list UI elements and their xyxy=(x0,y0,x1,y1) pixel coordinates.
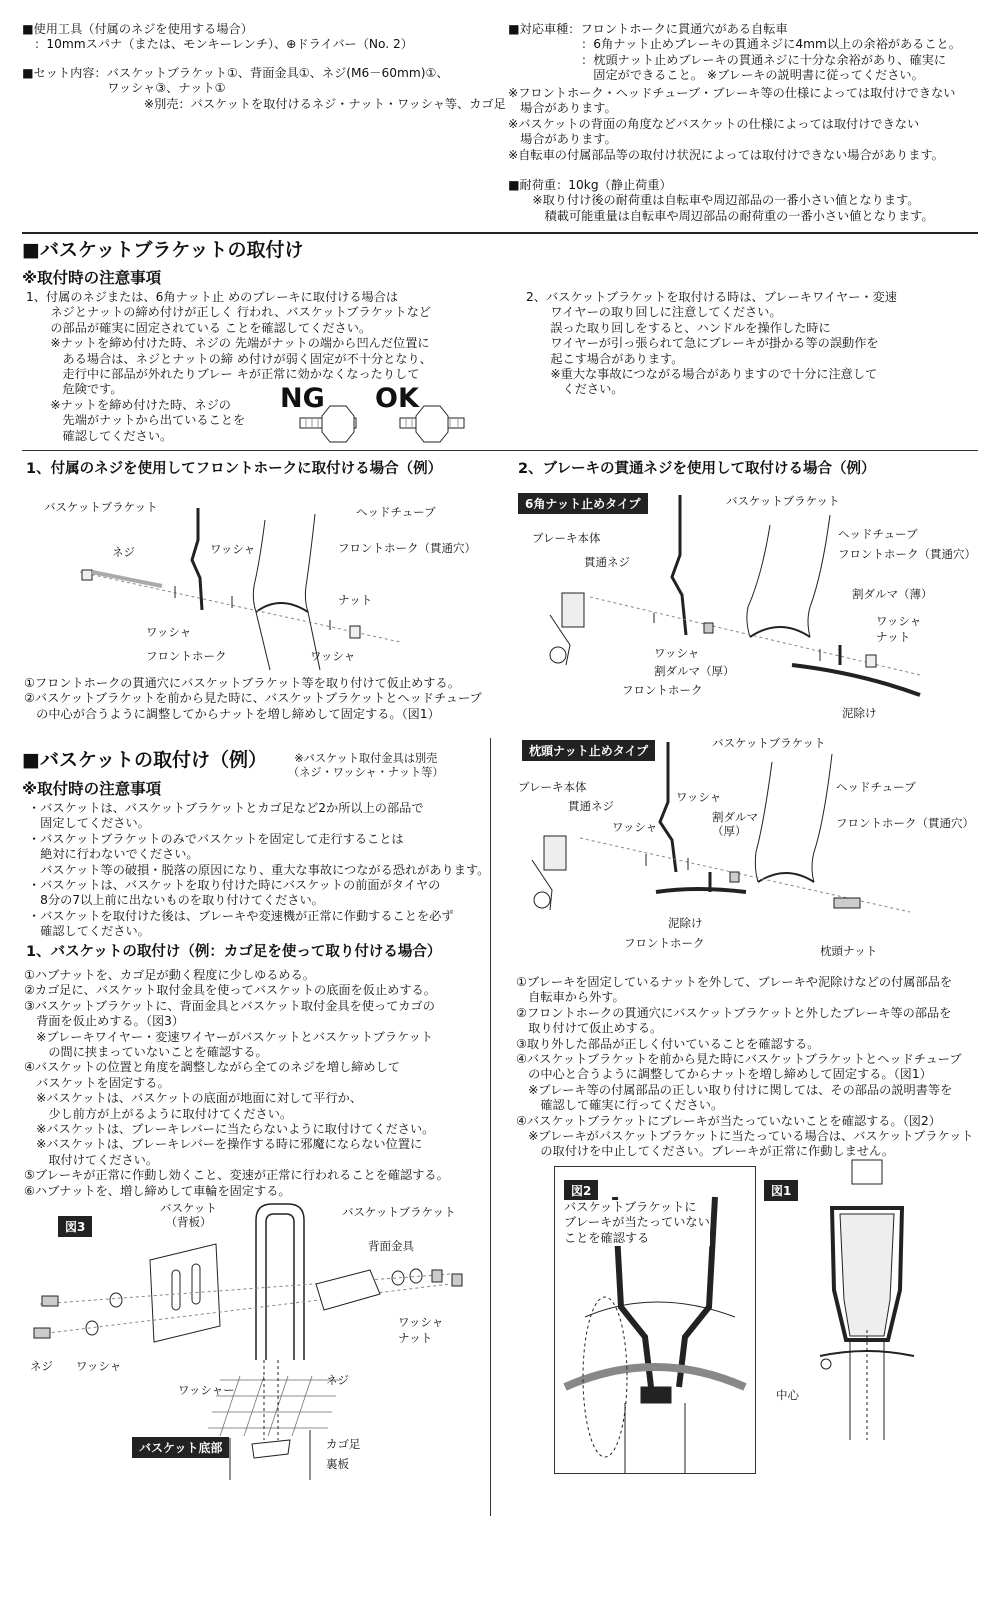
hex-label-fork: フロントホーク xyxy=(622,683,703,697)
method1-diagram xyxy=(70,500,470,670)
pillow-label-fork: フロントホーク xyxy=(624,936,705,950)
pillow-label-brake-body: ブレーキ本体 xyxy=(518,780,587,794)
hex-label-washer-r: ワッシャ xyxy=(876,614,922,628)
label-head-tube: ヘッドチューブ xyxy=(356,505,436,519)
fig3-label-screw2: ネジ xyxy=(326,1373,349,1387)
section-divider xyxy=(22,450,978,451)
label-washer-c: ワッシャ xyxy=(310,649,356,663)
method1-steps: ①フロントホークの貫通穴にバスケットブラケット等を取り付けて仮止めする。 ②バスケットブラケットを前から見た時に、バスケットブラケットとヘッドチューブ の中心が合うように調整してからナットを増し締めして固定する。（図1） xyxy=(24,676,482,721)
figure-1-center-label: 中心 xyxy=(776,1388,799,1402)
basket-caution-title: ※取付時の注意事項 xyxy=(22,780,162,798)
basket-cautions: ・バスケットは、バスケットブラケットとカゴ足など2か所以上の部品で 固定してください。 ・バスケットブラケットのみでバスケットを固定して走行することは 絶対に行わないでください。 バスケット等の破損・脱落の原因になり、重大な事故につながる恐れがあります。 ・バスケットは、バスケットを取り付けた時にバスケットの前面がタイヤの 8分の7以上前に出ないものを取り付けてください。 ・バスケットを取付けた後は、ブレーキや変速機が正常に作動することを必ず 確認してください。 xyxy=(28,801,490,939)
hex-label-washer-l: ワッシャ xyxy=(654,646,700,660)
label-fork-hole: フロントホーク（貫通穴） xyxy=(338,541,476,555)
pillow-label-bracket: バスケットブラケット xyxy=(712,736,826,750)
section-divider xyxy=(22,232,978,234)
pillow-label-head-tube: ヘッドチューブ xyxy=(836,780,916,794)
pillow-label-fork-hole: フロントホーク（貫通穴） xyxy=(836,816,974,830)
fig3-label-basket-back: バスケット （背板） xyxy=(160,1201,217,1229)
fig3-label-screw: ネジ xyxy=(30,1359,53,1373)
column-divider xyxy=(490,738,491,1516)
compatible-vehicles: ■対応車種：フロントホークに貫通穴がある自転車 ：6角ナット止めブレーキの貫通ネジに4mm以上の余裕があること。 ：枕頭ナット止めブレーキの貫通ネジに十分な余裕があり、確実に 固定ができること。 ※ブレーキの説明書に従ってください。 xyxy=(508,22,961,83)
tools-info: ■使用工具（付属のネジを使用する場合） ：10mmスパナ（または、モンキーレンチ）、⊕ドライバー（No. 2） xyxy=(22,22,413,52)
type-pillow-nut-tag: 枕頭ナット止めタイプ xyxy=(522,740,655,761)
fig3-label-back-plate: 背面金具 xyxy=(368,1239,414,1253)
pillow-label-fender: 泥除け xyxy=(668,916,703,930)
label-fork: フロントホーク xyxy=(146,649,227,663)
ok-label: OK xyxy=(375,383,419,414)
fig3-label-basket-bottom: バスケット底部 xyxy=(132,1437,229,1458)
basket-steps: ①ハブナットを、カゴ足が動く程度に少しゆるめる。 ②カゴ足に、バスケット取付金具を使ってバスケットの底面を仮止めする。 ③バスケットブラケットに、背面金具とバスケット取付金具を使ってカゴの 背面を仮止めする。（図3） ※ブレーキワイヤー・変速ワイヤーがバスケットとバスケットブラケット の間に挟まっていないことを確認する。 ④バスケットの位置と角度を調整しながら全てのネジを増し締めして バスケットを固定する。 ※バスケットは、バスケットの底面が地面に対して平行か、 少し前方が上がるように取付けてください。 ※バスケットは、ブレーキレバーに当たらないように取付けてください。 ※バスケットは、ブレーキレバーを操作する時に邪魔にならない位置に 取付けてください。 ⑤ブレーキが正常に作動し効くこと、変速が正常に行われることを確認する。 ⑥ハブナットを、増し締めして車輪を固定する。 xyxy=(24,968,449,1198)
method2-title: 2、ブレーキの貫通ネジを使用して取付ける場合（例） xyxy=(518,461,876,477)
label-washer-a: ワッシャ xyxy=(210,542,256,556)
bracket-caution-title: ※取付時の注意事項 xyxy=(22,269,162,287)
bracket-caution-2: 2、バスケットブラケットを取付ける時は、ブレーキワイヤー・変速 ワイヤーの取り回しに注意してください。 誤った取り回しをすると、ハンドルを操作した時に ワイヤーが引っ張られて急にブレーキが掛かる等の誤動作を 起こす場合があります。 ※重大な事故につながる場合がありますので十分に注意して ください。 xyxy=(526,290,897,397)
hex-label-brake-body: ブレーキ本体 xyxy=(532,531,601,545)
fig3-label-washer2: ワッシャー xyxy=(178,1383,235,1397)
method1-title: 1、付属のネジを使用してフロントホークに取付ける場合（例） xyxy=(26,461,443,477)
fig3-label-washer: ワッシャ xyxy=(398,1315,444,1329)
figure-2-tag: 図2 xyxy=(564,1180,598,1201)
load-capacity: ■耐荷重：10kg（静止荷重） ※取り付け後の耐荷重は自転車や周辺部品の一番小さい値となります。 積載可能重量は自転車や周辺部品の耐荷重の一番小さい値となります。 xyxy=(508,178,934,223)
hex-label-fender: 泥除け xyxy=(842,706,877,720)
basket-sold-separately: ※バスケット取付金具は別売 （ネジ・ワッシャ・ナット等） xyxy=(288,752,444,779)
basket-sub-title: 1、バスケットの取付け（例：カゴ足を使って取り付ける場合） xyxy=(26,944,442,960)
hex-label-nut: ナット xyxy=(876,630,911,644)
fig3-label-back-plate2: 裏板 xyxy=(326,1457,349,1471)
type-hex-nut-tag: 6角ナット止めタイプ xyxy=(518,493,648,514)
method2-steps: ①ブレーキを固定しているナットを外して、ブレーキや泥除けなどの付属部品を 自転車から外す。 ②フロントホークの貫通穴にバスケットブラケットと外したブレーキ等の部品を 取り付けて仮止めする。 ③取り外した部品が正しく付いていることを確認する。 ④バスケットブラケットを前から見た時にバスケットブラケットとヘッドチューブ の中心と合うように調整してからナットを増し締めして固定する。（図1） ※ブレーキ等の付属部品の正しい取り付けに関しては、その部品の説明書等を 確認して確実に行ってください。 ④バスケットブラケットにブレーキが当たっていないことを確認する。（図2） ※ブレーキがバスケットブラケットに当たっている場合は、バスケットブラケット の取付けを中止してください。ブレーキが正常に作動しません。 xyxy=(516,975,974,1159)
pillow-label-washer-left: ワッシャ xyxy=(612,820,658,834)
hex-label-head-tube: ヘッドチューブ xyxy=(838,527,918,541)
pillow-label-split-thick: 割ダルマ （厚） xyxy=(712,810,758,838)
figure-1-tag: 図1 xyxy=(764,1180,798,1201)
ng-ok-nut-illustration xyxy=(300,404,470,444)
pillow-label-washer-top: ワッシャ xyxy=(676,790,722,804)
figure-1-diagram xyxy=(810,1160,960,1440)
compatibility-notes: ※フロントホーク・ヘッドチューブ・ブレーキ等の仕様によっては取付けできない 場合があります。 ※バスケットの背面の角度などバスケットの仕様によっては取付けできない 場合があります。 ※自転車の付属部品等の取付け状況によっては取付けできない場合があります。 xyxy=(508,86,956,162)
label-screw: ネジ xyxy=(112,545,135,559)
fig3-label-basket-leg: カゴ足 xyxy=(326,1437,361,1451)
label-basket-bracket: バスケットブラケット xyxy=(44,500,158,514)
set-contents: ■セット内容：バスケットブラケット①、背面金具①、ネジ(M6－60mm)①、 ワッシャ③、ナット① ※別売：バスケットを取付けるネジ・ナット・ワッシャ等、カゴ足 xyxy=(22,66,506,111)
hex-label-bracket: バスケットブラケット xyxy=(726,494,840,508)
basket-section-title: ■バスケットの取付け（例） xyxy=(22,749,268,771)
pillow-label-through-screw: 貫通ネジ xyxy=(568,799,614,813)
bracket-caution-1: 1、付属のネジまたは、6角ナット止 めのブレーキに取付ける場合は ネジとナットの締め付けが正しく 行われ、バスケットブラケットなど の部品が確実に固定されている ことを確認してください。 ※ナットを締め付けた時、ネジの 先端がナットの端から凹んだ位置に ある場合は、ネジとナットの締 め付けが弱く固定が不十分となり、 走行中に部品が外れたりブレー キが正常に効かなくなったりして 危険です。 ※ナットを締め付けた時、ネジの 先端がナットから出ていることを 確認してください。 xyxy=(26,290,432,443)
label-washer-b: ワッシャ xyxy=(146,625,192,639)
hex-label-through-screw: 貫通ネジ xyxy=(584,555,630,569)
hex-label-split-thin: 割ダルマ（薄） xyxy=(852,587,933,601)
fig3-label-nut: ナット xyxy=(398,1331,433,1345)
hex-label-fork-hole: フロントホーク（貫通穴） xyxy=(838,547,976,561)
ng-label: NG xyxy=(280,383,325,414)
hex-label-split-thick: 割ダルマ（厚） xyxy=(654,664,735,678)
fig3-label-bracket: バスケットブラケット xyxy=(342,1205,456,1219)
bracket-section-title: ■バスケットブラケットの取付け xyxy=(22,239,304,261)
label-nut: ナット xyxy=(338,593,373,607)
figure-3-tag: 図3 xyxy=(58,1216,92,1237)
fig3-label-washer-left: ワッシャ xyxy=(76,1359,122,1373)
figure-2-text: バスケットブラケットに ブレーキが当たっていない ことを確認する xyxy=(564,1200,710,1245)
pillow-type-diagram xyxy=(520,742,960,962)
pillow-label-pillow-nut: 枕頭ナット xyxy=(820,944,878,958)
